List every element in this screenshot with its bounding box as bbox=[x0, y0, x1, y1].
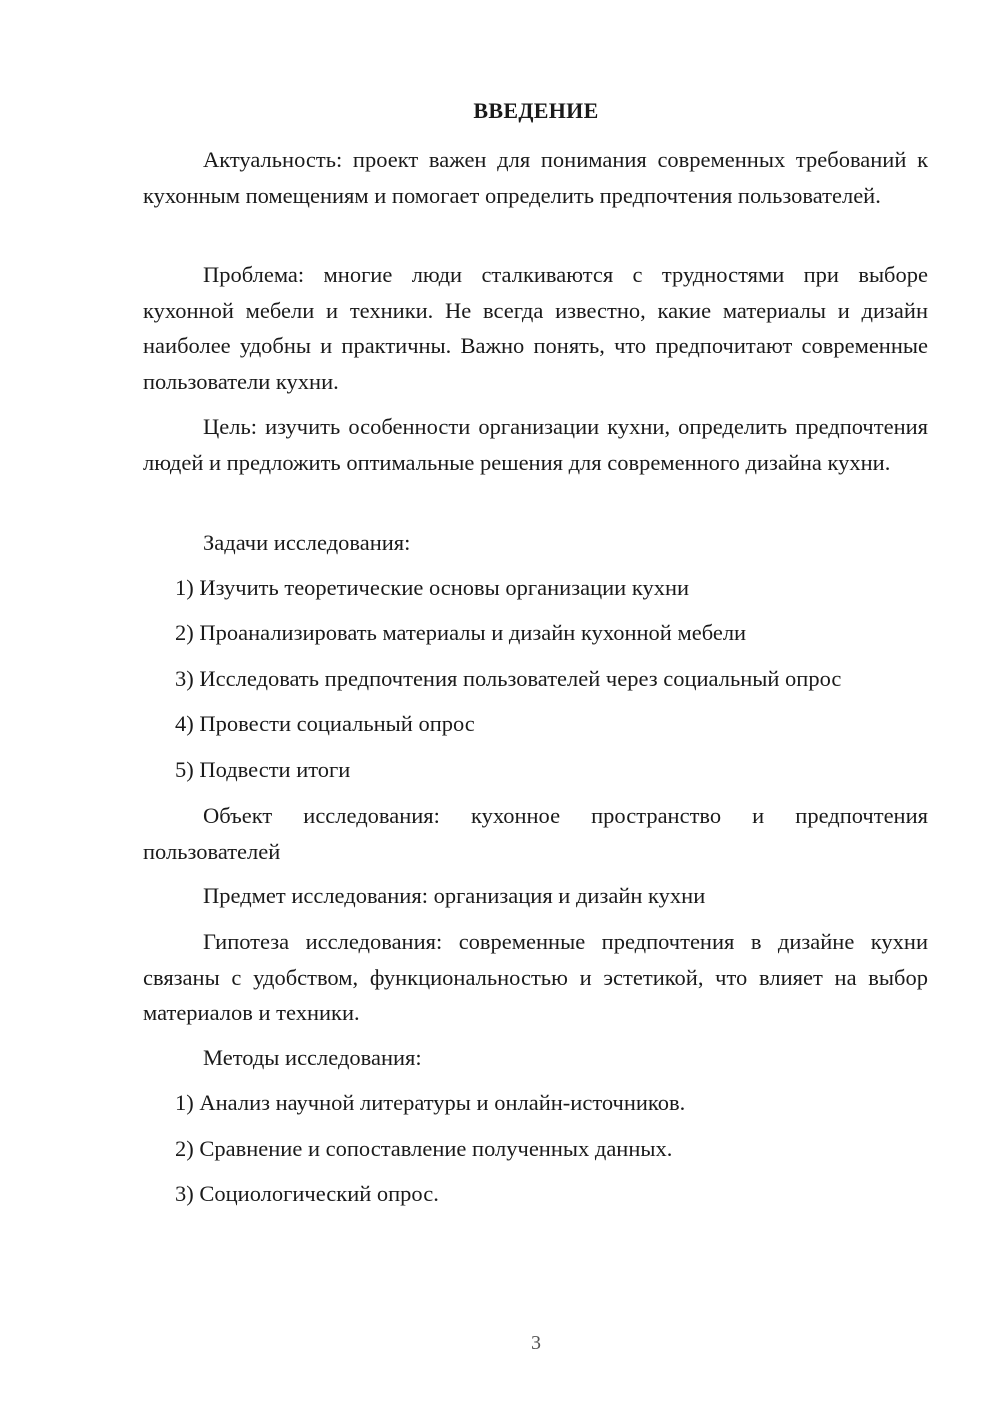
subject-paragraph: Предмет исследования: организация и дизайн кухни bbox=[203, 883, 706, 908]
task-5 bbox=[143, 752, 928, 788]
hypothesis-section bbox=[143, 924, 928, 1031]
list-item: 1) Анализ научной литературы и онлайн-источников. bbox=[175, 1090, 686, 1115]
list-item: 3) Социологический опрос. bbox=[175, 1181, 439, 1206]
list-item: 5) Подвести итоги bbox=[175, 757, 351, 782]
task-2 bbox=[143, 615, 928, 651]
goal-section bbox=[143, 409, 928, 480]
list-item: 4) Провести социальный опрос bbox=[175, 711, 475, 736]
methods-heading-section bbox=[143, 1040, 928, 1076]
list-item: 2) Проанализировать материалы и дизайн кухонной мебели bbox=[175, 620, 747, 645]
task-3 bbox=[143, 661, 928, 697]
method-3 bbox=[143, 1176, 928, 1212]
problem-paragraph: Проблема: многие люди сталкиваются с трудностями при выборе кухонной мебели и техники. Не всегда известно, какие материалы и дизайн наиболее удобны и практичны. Важно понять, что предпочитают современные пользователи кухни. bbox=[143, 262, 928, 394]
actuality-section bbox=[143, 142, 928, 213]
methods-heading: Методы исследования: bbox=[203, 1045, 422, 1070]
method-1 bbox=[143, 1085, 928, 1121]
subject-section bbox=[143, 878, 928, 914]
list-item: 1) Изучить теоретические основы организации кухни bbox=[175, 575, 690, 600]
task-4 bbox=[143, 706, 928, 742]
task-1 bbox=[143, 570, 928, 606]
goal-paragraph: Цель: изучить особенности организации кухни, определить предпочтения людей и предложить оптимальные решения для современного дизайна кухни. bbox=[143, 414, 928, 475]
page-number: 3 bbox=[531, 1332, 541, 1354]
method-2 bbox=[143, 1131, 928, 1167]
list-item: 2) Сравнение и сопоставление полученных данных. bbox=[175, 1136, 673, 1161]
tasks-heading: Задачи исследования: bbox=[203, 530, 411, 555]
actuality-paragraph: Актуальность: проект важен для понимания современных требований к кухонным помещениям и помогает определить предпочтения пользователей. bbox=[143, 147, 928, 208]
problem-section bbox=[143, 257, 928, 399]
hypothesis-paragraph: Гипотеза исследования: современные предпочтения в дизайне кухни связаны с удобством, функциональностью и эстетикой, что влияет на выбор материалов и техники. bbox=[143, 929, 928, 1025]
page-title: ВВЕДЕНИЕ bbox=[473, 98, 599, 123]
object-section bbox=[143, 798, 928, 869]
object-paragraph: Объект исследования: кухонное пространство и предпочтения пользователей bbox=[143, 803, 928, 864]
tasks-heading-section bbox=[143, 525, 928, 561]
list-item: 3) Исследовать предпочтения пользователей через социальный опрос bbox=[175, 666, 842, 691]
